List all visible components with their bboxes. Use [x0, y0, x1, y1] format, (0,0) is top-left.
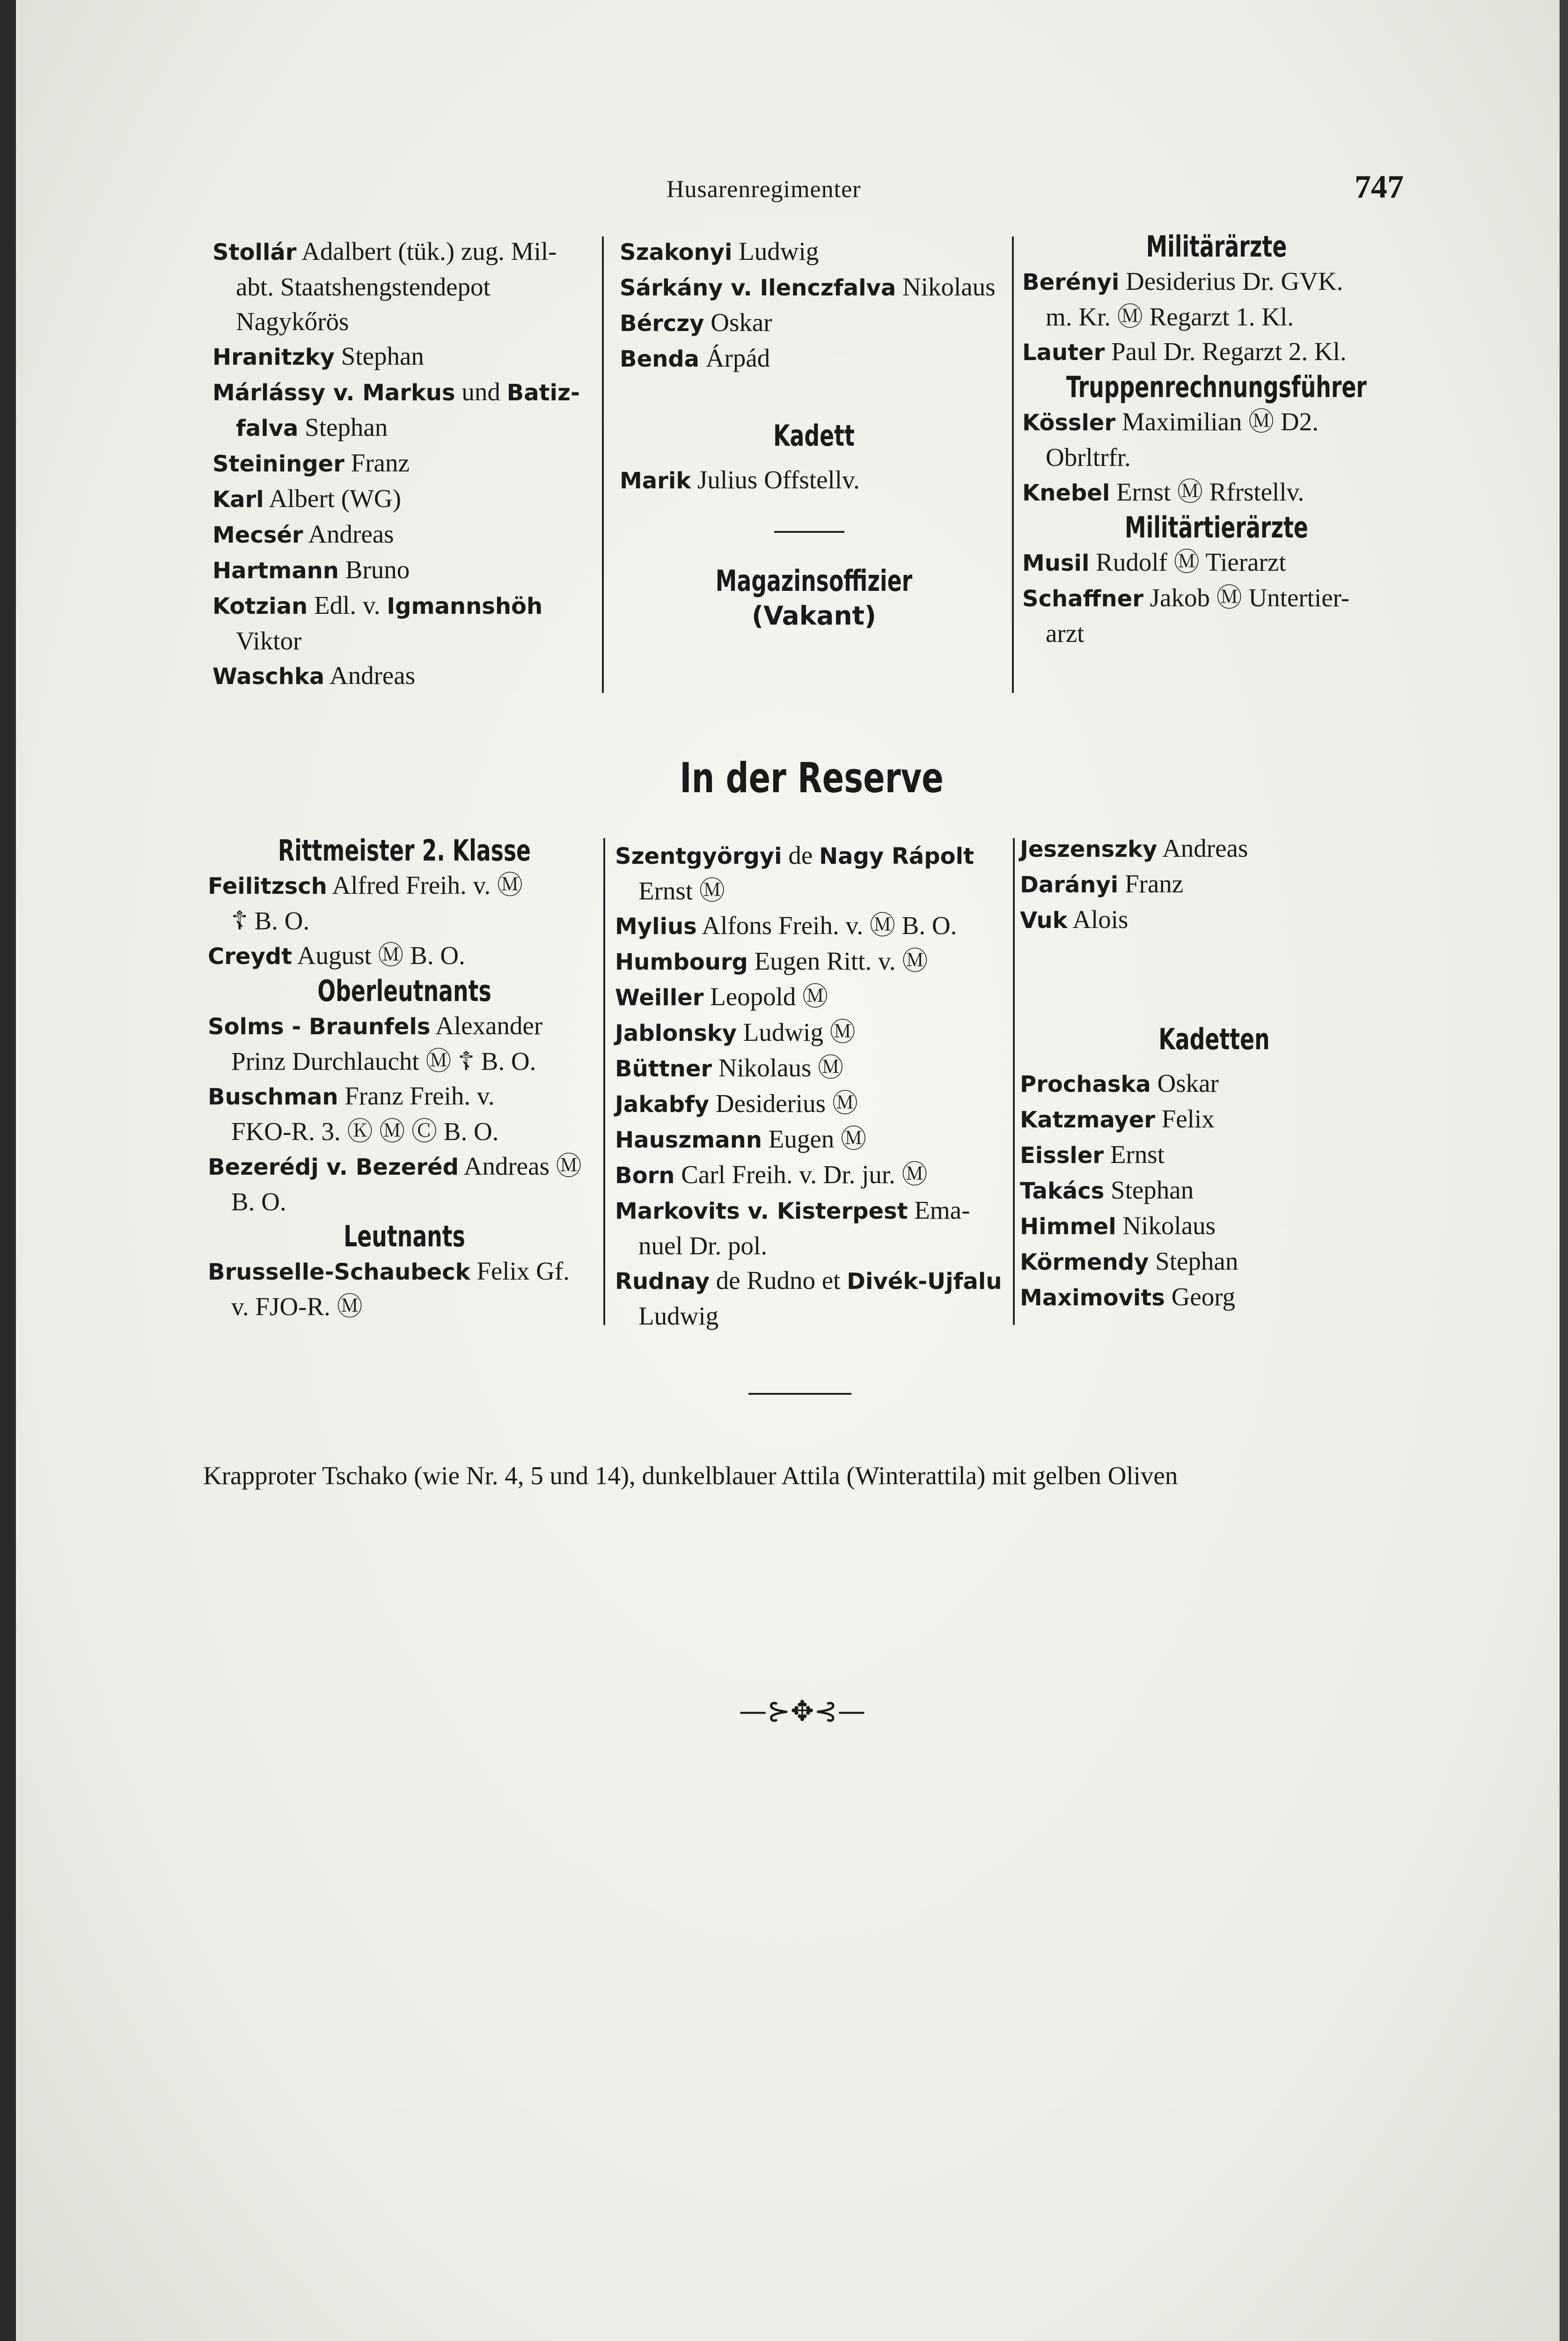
- list-entry: [1022, 405, 1411, 440]
- entry-surname-2: Divék-Ujfalu: [847, 1268, 1002, 1295]
- list-entry: [615, 1263, 1008, 1299]
- list-entry: [615, 838, 1008, 874]
- entry-continuation: arzt: [1046, 619, 1084, 648]
- ornament-flourish: —⊱✥⊰—: [739, 1695, 866, 1728]
- entry-continuation: Viktor: [236, 626, 302, 655]
- entry-surname: Stollár: [212, 239, 297, 265]
- list-entry: [212, 375, 601, 410]
- entry-detail: Adalbert (tük.) zug. Mil-: [296, 237, 557, 265]
- entry-surname: Kotzian: [212, 593, 308, 619]
- entry-detail: und: [455, 377, 507, 406]
- list-entry: [1020, 1280, 1408, 1315]
- list-entry: [1022, 545, 1411, 581]
- list-entry: [208, 1254, 601, 1289]
- list-entry: [1020, 1208, 1408, 1244]
- heading-oberleutnants: Oberleutnants: [317, 974, 491, 1008]
- entry-continuation: Ludwig: [638, 1302, 719, 1330]
- separator-rule: [774, 531, 844, 533]
- entry-surname: Knebel: [1022, 480, 1110, 506]
- list-entry: [208, 1149, 601, 1185]
- list-entry: [1020, 1137, 1408, 1173]
- entry-detail: Stephan: [1104, 1176, 1194, 1204]
- entry-detail: Desiderius Ⓜ: [709, 1089, 858, 1118]
- entry-surname: Musil: [1022, 550, 1090, 576]
- list-entry: [208, 1009, 601, 1044]
- entry-surname: Kössler: [1022, 410, 1116, 436]
- entry-detail: August Ⓜ B. O.: [292, 941, 465, 970]
- entry-detail: Felix: [1155, 1104, 1215, 1133]
- entry-detail: Edl. v.: [308, 591, 387, 619]
- entry-detail: Nikolaus: [896, 272, 996, 301]
- list-entry: [212, 481, 601, 517]
- reserve-title: In der Reserve: [680, 754, 944, 802]
- entry-detail: Carl Freih. v. Dr. jur. Ⓜ: [674, 1160, 928, 1189]
- entry-continuation: Nagykőrös: [236, 307, 349, 336]
- list-entry: [1020, 1066, 1408, 1102]
- entry-surname: Szentgyörgyi: [615, 843, 782, 869]
- entry-surname: Mecsér: [212, 522, 303, 548]
- list-entry: [615, 1193, 1008, 1229]
- entry-surname: Rudnay: [615, 1268, 710, 1295]
- entry-continuation: abt. Staatshengstendepot: [236, 272, 491, 301]
- entry-continuation: Prinz Durchlaucht Ⓜ ☦ B. O.: [231, 1047, 536, 1075]
- entry-detail: Alois: [1067, 905, 1128, 934]
- list-entry: [1022, 475, 1411, 510]
- entry-detail: Ludwig: [732, 237, 819, 265]
- entry-surname: Maximovits: [1020, 1285, 1165, 1311]
- heading-kadetten: Kadetten: [1158, 1022, 1270, 1056]
- entry-continuation: v. FJO-R. Ⓜ: [231, 1292, 363, 1321]
- column-divider: [602, 236, 604, 693]
- column-2-active: [620, 234, 1008, 633]
- list-entry: [615, 908, 1008, 944]
- entry-continuation: Ernst Ⓜ: [638, 876, 725, 905]
- entry-detail: Ludwig Ⓜ: [737, 1018, 856, 1046]
- entry-detail: Ernst: [1104, 1140, 1165, 1169]
- heading-magazinsoffizier: Magazinsoffizier: [715, 564, 913, 598]
- list-entry: [1020, 1244, 1408, 1280]
- reserve-column-3: [1020, 831, 1408, 1315]
- entry-surname: Brusselle-Schaubeck: [208, 1259, 470, 1285]
- list-entry: [615, 1157, 1008, 1193]
- entry-surname: Büttner: [615, 1056, 712, 1082]
- entry-surname-2: Igmannshöh: [387, 593, 543, 619]
- entry-detail: Oskar: [1150, 1069, 1219, 1097]
- list-entry: [1022, 264, 1411, 300]
- entry-detail: Paul Dr. Regarzt 2. Kl.: [1105, 337, 1347, 366]
- list-entry: [1020, 867, 1408, 902]
- entry-surname: Szakonyi: [620, 239, 733, 265]
- entry-surname-2: Batiz-: [506, 380, 580, 406]
- entry-surname: Prochaska: [1020, 1071, 1151, 1097]
- entry-detail: Eugen Ⓜ: [762, 1125, 867, 1153]
- entry-detail: Albert (WG): [264, 484, 401, 513]
- heading-leutnants: Leutnants: [344, 1219, 465, 1253]
- list-entry: [615, 1015, 1008, 1051]
- list-entry: [212, 517, 601, 552]
- entry-continuation: Obrltrfr.: [1046, 443, 1131, 471]
- list-entry: [620, 270, 1008, 305]
- list-entry: [620, 234, 1008, 270]
- entry-detail: Nikolaus: [1116, 1211, 1216, 1240]
- entry-detail: Andreas: [1157, 834, 1248, 862]
- entry-surname: Jeszenszky: [1020, 836, 1158, 862]
- reserve-column-2: [615, 838, 1008, 1333]
- list-entry: [208, 1079, 601, 1114]
- entry-surname: Feilitzsch: [208, 873, 327, 899]
- entry-surname: Hartmann: [212, 558, 339, 584]
- entry-detail: Andreas: [324, 661, 416, 690]
- list-entry: [615, 944, 1008, 979]
- entry-detail: Ema-: [908, 1196, 970, 1224]
- heading-militaertieraerzte: Militärtierärzte: [1125, 510, 1308, 545]
- entry-surname: Bezerédj v. Bezeréd: [208, 1154, 459, 1180]
- entry-surname: Weiller: [615, 985, 704, 1011]
- list-entry: [1020, 1173, 1408, 1208]
- entry-detail: Ernst Ⓜ Rfrstellv.: [1110, 478, 1304, 506]
- list-entry: [615, 979, 1008, 1015]
- list-entry: [615, 1051, 1008, 1086]
- entry-detail: Jakob Ⓜ Untertier-: [1143, 583, 1350, 612]
- entry-surname: Waschka: [212, 663, 325, 690]
- entry-detail: Felix Gf.: [470, 1257, 570, 1285]
- entry-detail: Franz: [1118, 869, 1184, 898]
- entry-detail: Stephan: [1149, 1247, 1238, 1275]
- entry-continuation: falva Stephan: [236, 413, 388, 442]
- column-divider: [1012, 236, 1014, 693]
- list-entry: [212, 234, 601, 270]
- entry-detail: de: [782, 841, 819, 869]
- entry-surname: Körmendy: [1020, 1249, 1149, 1275]
- entry-surname: Born: [615, 1163, 675, 1189]
- list-entry: [212, 339, 601, 375]
- column-divider: [603, 838, 605, 1325]
- entry-detail: de Rudno et: [709, 1266, 847, 1295]
- magazin-vakant: (Vakant): [751, 601, 877, 631]
- list-entry: [1020, 902, 1408, 938]
- entry-continuation: FKO-R. 3. Ⓚ Ⓜ Ⓒ B. O.: [231, 1117, 499, 1146]
- list-entry: [1020, 831, 1408, 867]
- entry-detail: Bruno: [338, 555, 410, 584]
- entry-continuation: ☦ B. O.: [231, 906, 310, 935]
- heading-militaraerzte: Militärärzte: [1146, 229, 1287, 264]
- list-entry: [208, 938, 601, 974]
- list-entry: [1022, 334, 1411, 370]
- entry-surname: Mylius: [615, 913, 697, 940]
- heading-kadett: Kadett: [773, 419, 855, 453]
- page-number: 747: [1355, 169, 1404, 205]
- entry-surname: Karl: [212, 486, 264, 513]
- entry-surname: Jablonsky: [615, 1020, 737, 1046]
- column-3-active: [1022, 229, 1411, 651]
- list-entry: [620, 305, 1008, 341]
- column-1-active: [212, 234, 601, 694]
- entry-detail: Alfred Freih. v. Ⓜ: [327, 871, 523, 899]
- entry-surname: Eissler: [1020, 1142, 1104, 1169]
- entry-detail: Andreas: [303, 520, 394, 548]
- entry-surname: Humbourg: [615, 949, 748, 975]
- entry-detail: Alexander: [430, 1011, 543, 1040]
- list-entry: [212, 446, 601, 481]
- entry-surname: Takács: [1020, 1178, 1105, 1204]
- entry-detail: Franz Freih. v.: [338, 1082, 495, 1110]
- list-entry: [212, 588, 601, 624]
- entry-surname: Buschman: [208, 1084, 338, 1110]
- list-entry: [212, 658, 601, 694]
- entry-surname: Schaffner: [1022, 586, 1143, 612]
- entry-surname: Hauszmann: [615, 1127, 762, 1153]
- list-entry: [615, 1122, 1008, 1157]
- entry-detail: Franz: [344, 449, 410, 477]
- entry-detail: Nikolaus Ⓜ: [712, 1053, 844, 1082]
- entry-surname: Lauter: [1022, 339, 1105, 366]
- running-head: Husarenregimenter: [667, 176, 861, 203]
- list-entry: [1022, 581, 1411, 616]
- entry-detail: Maximilian Ⓜ D2.: [1115, 407, 1319, 436]
- entry-surname: Hranitzky: [212, 344, 335, 370]
- entry-detail: Stephan: [334, 342, 424, 370]
- entry-surname: Márlássy v. Markus: [212, 380, 455, 406]
- uniform-note: Krapproter Tschako (wie Nr. 4, 5 und 14), dunkelblauer Attila (Winterattila) mit gelben Oliven: [203, 1461, 1178, 1490]
- entry-surname: Steininger: [212, 451, 344, 477]
- column-divider: [1013, 838, 1015, 1325]
- entry-detail: Georg: [1165, 1282, 1236, 1311]
- entry-surname: Bérczy: [620, 310, 704, 337]
- section-rule: [748, 1393, 851, 1395]
- list-entry: [1020, 1102, 1408, 1137]
- entry-continuation: B. O.: [231, 1187, 286, 1216]
- list-entry: [212, 552, 601, 588]
- entry-detail: Leopold Ⓜ: [703, 982, 828, 1011]
- entry-detail: Oskar: [704, 308, 772, 337]
- entry-surname: Darányi: [1020, 872, 1119, 898]
- entry-surname: Creydt: [208, 943, 293, 970]
- entry-detail: Andreas Ⓜ: [458, 1152, 582, 1180]
- entry-surname: Himmel: [1020, 1214, 1116, 1240]
- entry-surname: Solms - Braunfels: [208, 1014, 431, 1040]
- entry-surname: Vuk: [1020, 907, 1068, 934]
- heading-truppenrechnungsfuehrer: Truppenrechnungsführer: [1066, 370, 1367, 404]
- entry-surname: Benda: [620, 346, 700, 372]
- heading-rittmeister: Rittmeister 2. Klasse: [278, 833, 531, 868]
- reserve-column-1: [208, 833, 601, 1324]
- list-entry: [615, 1086, 1008, 1122]
- entry-detail: Rudolf Ⓜ Tierarzt: [1089, 548, 1286, 576]
- entry-surname: Markovits v. Kisterpest: [615, 1198, 908, 1224]
- entry-surname: Sárkány v. Ilenczfalva: [620, 275, 896, 301]
- entry-kadett: Marik Julius Offstellv.: [620, 465, 860, 494]
- entry-surname: Berényi: [1022, 269, 1120, 295]
- entry-detail: Árpád: [699, 344, 770, 372]
- entry-continuation: m. Kr. Ⓜ Regarzt 1. Kl.: [1046, 302, 1294, 331]
- entry-continuation: nuel Dr. pol.: [638, 1231, 767, 1260]
- entry-detail: Eugen Ritt. v. Ⓜ: [747, 947, 928, 975]
- entry-surname-2: Nagy Rápolt: [819, 843, 975, 869]
- entry-surname: Katzmayer: [1020, 1107, 1155, 1133]
- list-entry: [620, 341, 1008, 376]
- list-entry: [208, 868, 601, 904]
- entry-detail: Desiderius Dr. GVK.: [1119, 267, 1343, 295]
- entry-detail: Alfons Freih. v. Ⓜ B. O.: [696, 911, 957, 940]
- entry-surname: Jakabfy: [615, 1091, 710, 1118]
